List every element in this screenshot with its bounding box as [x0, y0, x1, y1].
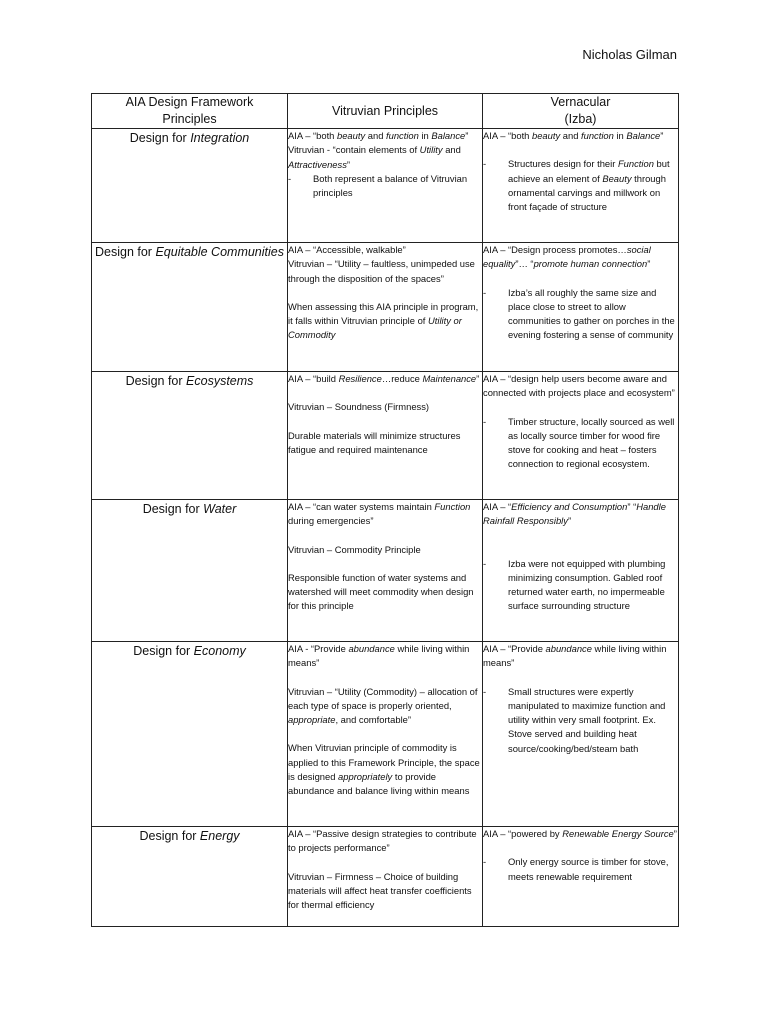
vitruvian-cell: AIA – “Passive design strategies to contribute to projects performance” Vitruvian – Firmness – Choice of building materials will affect heat transfer coefficients for thermal efficiency — [288, 827, 483, 927]
vitruvian-cell: AIA – “can water systems maintain Function during emergencies” Vitruvian – Commodity Principle Responsible function of water systems and watershed will meet commodity when design for this principle — [288, 500, 483, 642]
vernacular-cell: AIA – “Design process promotes…social equality”… “promote human connection” - Izba’s all roughly the same size and place close to street to allow communities to gather on porches in the evening fostering a sense of community — [483, 243, 679, 372]
header-vernacular: Vernacular (Izba) — [483, 94, 679, 129]
principle-equitable-communities: Design for Equitable Communities — [92, 243, 288, 372]
principle-integration: Design for Integration — [92, 129, 288, 243]
table-row — [92, 372, 679, 500]
table-row — [92, 642, 679, 827]
header-vitruvian: Vitruvian Principles — [288, 94, 483, 129]
vernacular-cell: AIA – “Provide abundance while living within means” - Small structures were expertly manipulated to maximize function and utility within very small footprint. Ex. Stove served and building heat source/cooking/bed/steam bath — [483, 642, 679, 827]
vitruvian-cell: AIA – “Accessible, walkable” Vitruvian – “Utility – faultless, unimpeded use through the disposition of the spaces” When assessing this AIA principle in program, it falls within Vitruvian principle of Utility or Commodity — [288, 243, 483, 372]
vernacular-cell: AIA – “powered by Renewable Energy Source” - Only energy source is timber for stove, meets renewable requirement — [483, 827, 679, 927]
header-aia: AIA Design Framework Principles — [92, 94, 288, 129]
vitruvian-cell: AIA – “both beauty and function in Balance” Vitruvian - “contain elements of Utility and Attractiveness” - Both represent a balance of Vitruvian principles — [288, 129, 483, 243]
table-row — [92, 129, 679, 243]
principle-water: Design for Water — [92, 500, 288, 642]
table-row — [92, 500, 679, 642]
vernacular-cell: AIA – “design help users become aware and connected with projects place and ecosystem” - Timber structure, locally sourced as well as locally source timber for wood fire stove for cooking and heat – fosters connection to regional ecosystem. — [483, 372, 679, 500]
vitruvian-cell: AIA – “build Resilience…reduce Maintenance” Vitruvian – Soundness (Firmness) Durable materials will minimize structures fatigue and required maintenance — [288, 372, 483, 500]
vernacular-cell: AIA – “both beauty and function in Balance” - Structures design for their Function but achieve an element of Beauty through ornamental carvings and millwork on front façade of structure — [483, 129, 679, 243]
principle-energy: Design for Energy — [92, 827, 288, 927]
author-name: Nicholas Gilman — [582, 47, 677, 62]
table-row — [92, 827, 679, 927]
vitruvian-cell: AIA - “Provide abundance while living within means” Vitruvian – “Utility (Commodity) – allocation of each type of space is properly oriented, appropriate, and comfortable” When Vitruvian principle of commodity is applied to this Framework Principle, the space is designed appropriately to provide abundance and balance living within means — [288, 642, 483, 827]
principle-economy: Design for Economy — [92, 642, 288, 827]
table-row — [92, 243, 679, 372]
vernacular-cell: AIA – “Efficiency and Consumption” “Handle Rainfall Responsibly” - Izba were not equipped with plumbing minimizing consumption. Gabled roof returned water earth, no impermeable surface surrounding structure — [483, 500, 679, 642]
principles-table — [91, 93, 679, 927]
principle-ecosystems: Design for Ecosystems — [92, 372, 288, 500]
header-row — [92, 94, 679, 129]
